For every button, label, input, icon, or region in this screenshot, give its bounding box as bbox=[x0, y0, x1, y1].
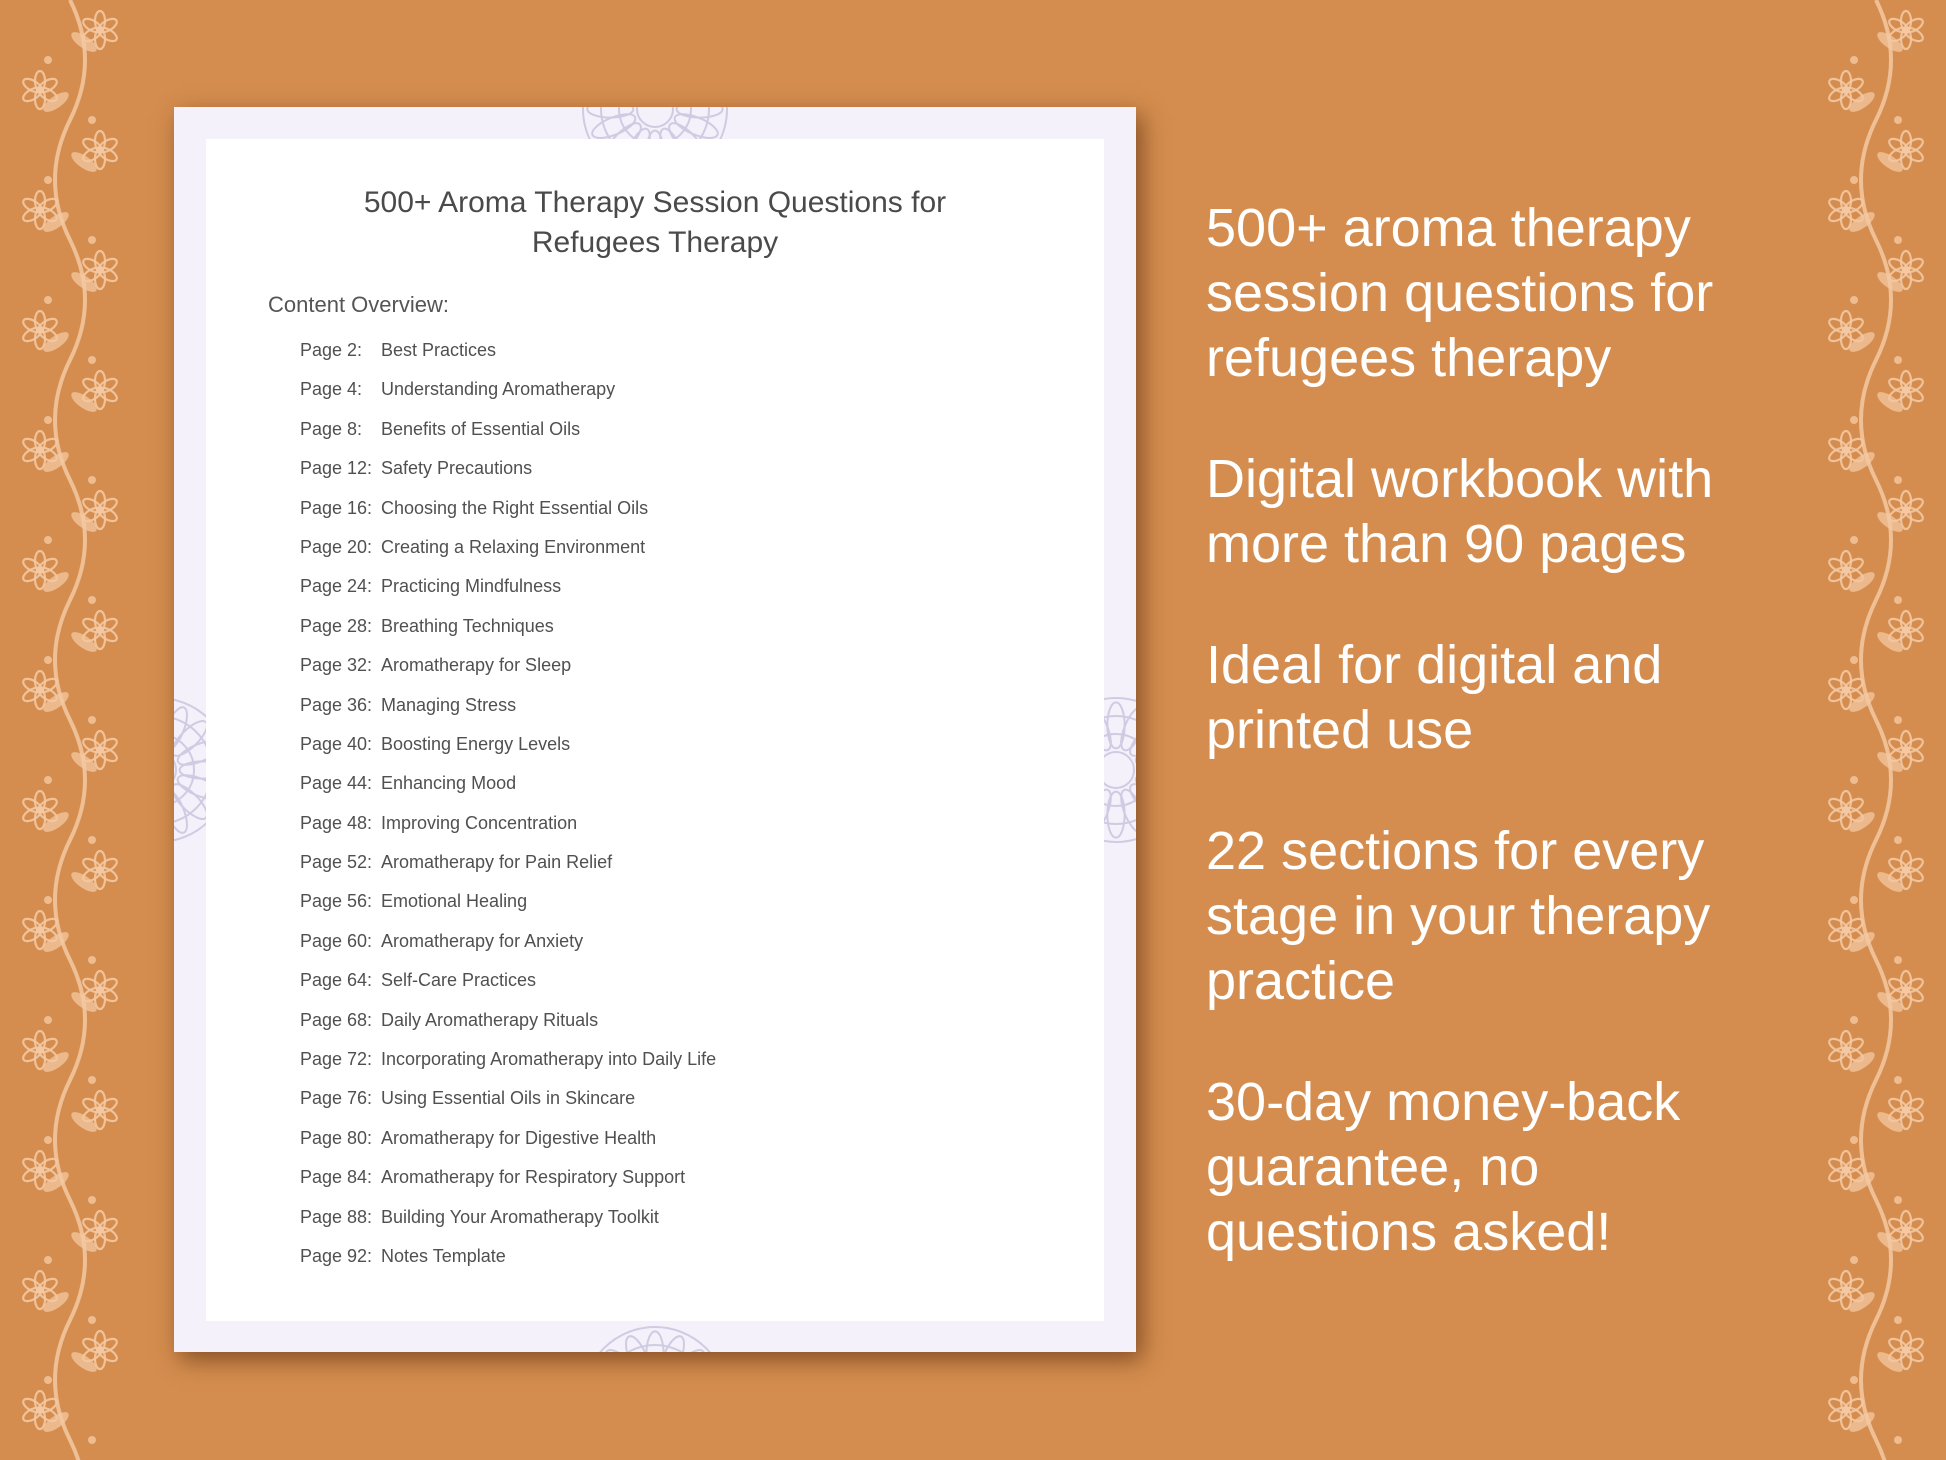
toc-item bbox=[300, 733, 716, 772]
toc-section-title: Aromatherapy for Anxiety bbox=[381, 930, 584, 951]
toc-item bbox=[300, 930, 716, 969]
toc-item bbox=[300, 418, 716, 457]
toc-page-number: Page 68: bbox=[300, 1009, 373, 1030]
toc-item bbox=[300, 694, 716, 733]
toc-page-number: Page 84: bbox=[300, 1167, 373, 1188]
toc-item bbox=[300, 1048, 716, 1087]
toc-page-number: Page 72: bbox=[300, 1049, 373, 1070]
document-title-line-2: Refugees Therapy bbox=[531, 226, 779, 259]
toc-section-title: Aromatherapy for Sleep bbox=[381, 655, 572, 676]
mandala-ornament-icon bbox=[510, 1319, 800, 1352]
toc-section-title: Using Essential Oils in Skincare bbox=[381, 1088, 636, 1109]
toc-item bbox=[300, 1009, 716, 1048]
toc-item bbox=[300, 1166, 716, 1205]
toc-page-number: Page 48: bbox=[300, 812, 373, 833]
feature-text-line: 30-day money-back bbox=[1206, 1072, 1681, 1132]
toc-item bbox=[300, 969, 716, 1008]
toc-section-title: Self-Care Practices bbox=[381, 970, 537, 991]
toc-section-title: Incorporating Aromatherapy into Daily Life bbox=[381, 1049, 717, 1070]
feature-item bbox=[1206, 1070, 1906, 1265]
feature-item bbox=[1206, 196, 1906, 391]
toc-page-number: Page 60: bbox=[300, 930, 373, 951]
toc-section-title: Creating a Relaxing Environment bbox=[381, 536, 646, 557]
feature-list bbox=[1206, 196, 1906, 1321]
toc-section-title: Boosting Energy Levels bbox=[381, 733, 571, 754]
toc-section-title: Improving Concentration bbox=[381, 812, 578, 833]
feature-text-line: practice bbox=[1206, 951, 1396, 1011]
toc-section-title: Choosing the Right Essential Oils bbox=[381, 497, 649, 518]
toc-page-number: Page 88: bbox=[300, 1206, 373, 1227]
table-of-contents bbox=[300, 339, 716, 1284]
toc-section-title: Practicing Mindfulness bbox=[381, 576, 562, 597]
toc-item bbox=[300, 575, 716, 614]
toc-section-title: Safety Precautions bbox=[381, 458, 533, 479]
feature-text-line: guarantee, no bbox=[1206, 1137, 1540, 1197]
toc-item bbox=[300, 654, 716, 693]
feature-text-line: more than 90 pages bbox=[1206, 514, 1687, 574]
toc-page-number: Page 92: bbox=[300, 1245, 373, 1266]
toc-item bbox=[300, 339, 716, 378]
document-preview bbox=[174, 107, 1136, 1352]
feature-text-line: Digital workbook with bbox=[1206, 449, 1714, 509]
feature-text-line: 22 sections for every bbox=[1206, 821, 1705, 881]
feature-item bbox=[1206, 819, 1906, 1014]
toc-section-title: Managing Stress bbox=[381, 694, 517, 715]
toc-section-title: Emotional Healing bbox=[381, 891, 528, 912]
toc-page-number: Page 64: bbox=[300, 970, 373, 991]
feature-text-line: printed use bbox=[1206, 700, 1474, 760]
floral-vine-left-icon bbox=[0, 0, 140, 1460]
feature-item bbox=[1206, 447, 1906, 577]
toc-item bbox=[300, 457, 716, 496]
toc-item bbox=[300, 497, 716, 536]
toc-item bbox=[300, 1087, 716, 1126]
feature-text-line: questions asked! bbox=[1206, 1202, 1612, 1262]
toc-page-number: Page 2: bbox=[300, 340, 363, 360]
document-page bbox=[206, 139, 1104, 1321]
toc-section-title: Best Practices bbox=[381, 340, 497, 360]
document-title bbox=[246, 183, 1064, 263]
toc-section-title: Understanding Aromatherapy bbox=[381, 379, 616, 400]
toc-page-number: Page 44: bbox=[300, 773, 373, 794]
toc-page-number: Page 4: bbox=[300, 379, 363, 400]
toc-page-number: Page 40: bbox=[300, 733, 373, 754]
toc-item bbox=[300, 1206, 716, 1245]
toc-item bbox=[300, 772, 716, 811]
toc-section-title: Enhancing Mood bbox=[381, 773, 517, 794]
toc-page-number: Page 32: bbox=[300, 655, 373, 676]
toc-item bbox=[300, 890, 716, 929]
toc-page-number: Page 24: bbox=[300, 576, 373, 597]
toc-page-number: Page 20: bbox=[300, 536, 373, 557]
feature-text-line: 500+ aroma therapy bbox=[1206, 198, 1691, 258]
toc-page-number: Page 52: bbox=[300, 852, 373, 873]
toc-section-title: Aromatherapy for Respiratory Support bbox=[381, 1167, 686, 1188]
toc-item bbox=[300, 851, 716, 890]
toc-section-title: Notes Template bbox=[381, 1245, 506, 1266]
feature-text-line: session questions for bbox=[1206, 263, 1714, 323]
feature-text-line: refugees therapy bbox=[1206, 328, 1612, 388]
toc-item bbox=[300, 812, 716, 851]
toc-page-number: Page 28: bbox=[300, 615, 373, 636]
toc-section-title: Aromatherapy for Digestive Health bbox=[381, 1127, 657, 1148]
toc-item bbox=[300, 378, 716, 417]
toc-page-number: Page 56: bbox=[300, 891, 373, 912]
toc-page-number: Page 80: bbox=[300, 1127, 373, 1148]
toc-section-title: Building Your Aromatherapy Toolkit bbox=[381, 1206, 659, 1227]
feature-item bbox=[1206, 633, 1906, 763]
toc-item bbox=[300, 1127, 716, 1166]
toc-section-title: Daily Aromatherapy Rituals bbox=[381, 1009, 599, 1030]
feature-text-line: Ideal for digital and bbox=[1206, 635, 1663, 695]
toc-page-number: Page 12: bbox=[300, 458, 373, 479]
toc-section-title: Breathing Techniques bbox=[381, 615, 554, 636]
document-title-line-1: 500+ Aroma Therapy Session Questions for bbox=[363, 186, 947, 219]
toc-page-number: Page 8: bbox=[300, 418, 363, 439]
toc-item bbox=[300, 1245, 716, 1284]
content-overview-heading: Content Overview: bbox=[268, 292, 449, 317]
toc-item bbox=[300, 536, 716, 575]
toc-page-number: Page 16: bbox=[300, 497, 373, 518]
toc-page-number: Page 36: bbox=[300, 694, 373, 715]
toc-section-title: Aromatherapy for Pain Relief bbox=[381, 852, 613, 873]
feature-text-line: stage in your therapy bbox=[1206, 886, 1711, 946]
toc-page-number: Page 76: bbox=[300, 1088, 373, 1109]
toc-item bbox=[300, 615, 716, 654]
toc-section-title: Benefits of Essential Oils bbox=[381, 418, 581, 439]
